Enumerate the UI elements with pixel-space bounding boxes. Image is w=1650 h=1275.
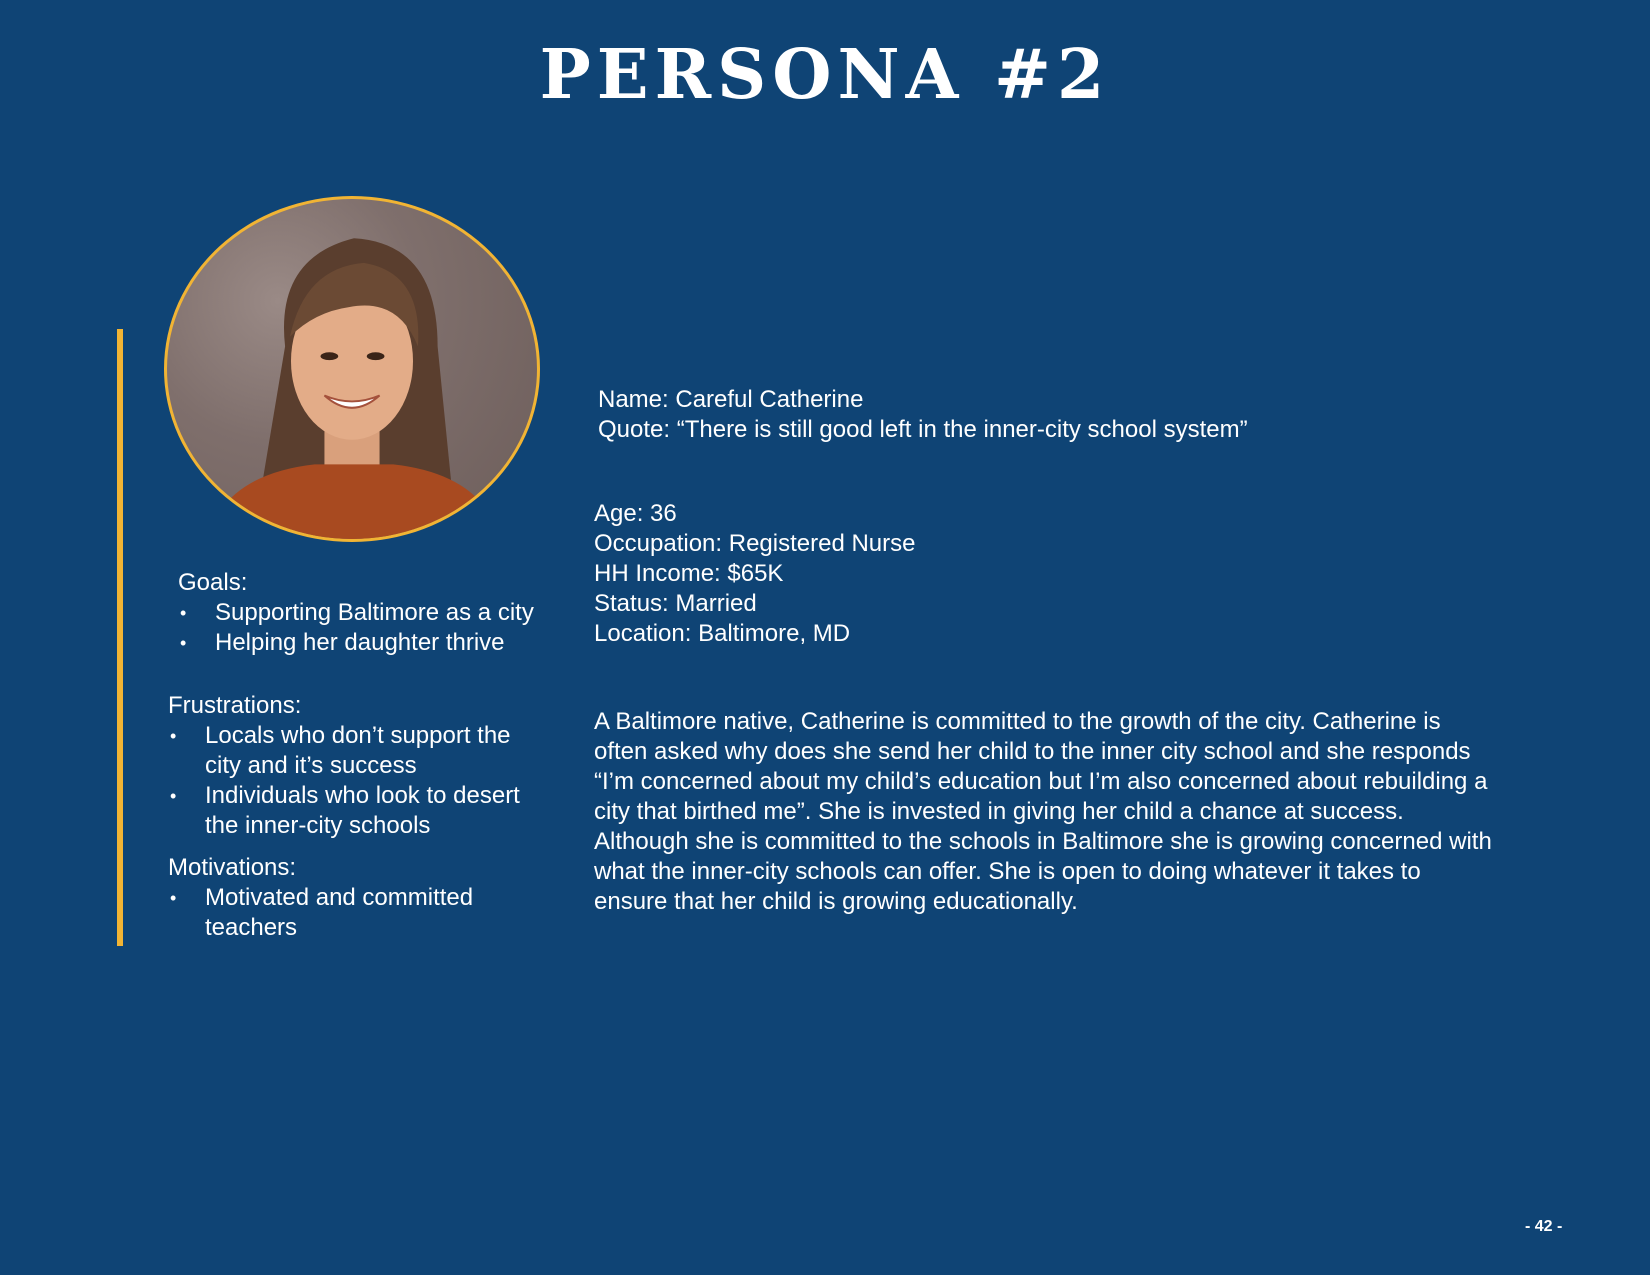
persona-occupation: Occupation: Registered Nurse bbox=[594, 530, 916, 557]
frustrations-heading: Frustrations: bbox=[168, 692, 302, 719]
goals-section bbox=[178, 568, 558, 658]
frustrations-list bbox=[168, 721, 548, 841]
persona-quote: Quote: “There is still good left in the inner-city school system” bbox=[598, 416, 1248, 443]
goals-list bbox=[178, 598, 558, 658]
motivations-list bbox=[168, 883, 548, 943]
list-item: • Motivated and committed teachers bbox=[168, 883, 505, 943]
list-item: • Locals who don’t support the city and it’s success bbox=[168, 721, 548, 781]
motivations-section bbox=[168, 853, 548, 943]
page-title: PERSONA #2 bbox=[539, 35, 1111, 115]
list-item: • Individuals who look to desert the inner-city schools bbox=[168, 781, 548, 841]
persona-income: HH Income: $65K bbox=[594, 560, 784, 587]
list-item: • Helping her daughter thrive bbox=[178, 628, 558, 658]
persona-photo bbox=[164, 196, 540, 542]
persona-age: Age: 36 bbox=[594, 500, 677, 527]
list-item: • Supporting Baltimore as a city bbox=[178, 598, 558, 628]
frustrations-section bbox=[168, 691, 548, 841]
goals-heading: Goals: bbox=[178, 569, 248, 596]
page-number: - 42 - bbox=[1525, 1218, 1563, 1235]
persona-bio: A Baltimore native, Catherine is committed to the growth of the city. Catherine is often asked why does she send her child to the inner city school and she responds “I’m concerned about my child’s education but I’m also concerned about rebuilding a city that birthed me”. She is invested in giving her child a chance at success. Although she is committed to the schools in Baltimore she is growing concerned with what the inner-city schools can offer. She is open to doing whatever it takes to ensure that her child is growing educationally. bbox=[594, 708, 1492, 915]
persona-location: Location: Baltimore, MD bbox=[594, 620, 851, 647]
persona-status: Status: Married bbox=[594, 590, 757, 617]
accent-bar bbox=[117, 329, 123, 946]
motivations-heading: Motivations: bbox=[168, 854, 297, 881]
persona-name: Name: Careful Catherine bbox=[598, 386, 864, 413]
